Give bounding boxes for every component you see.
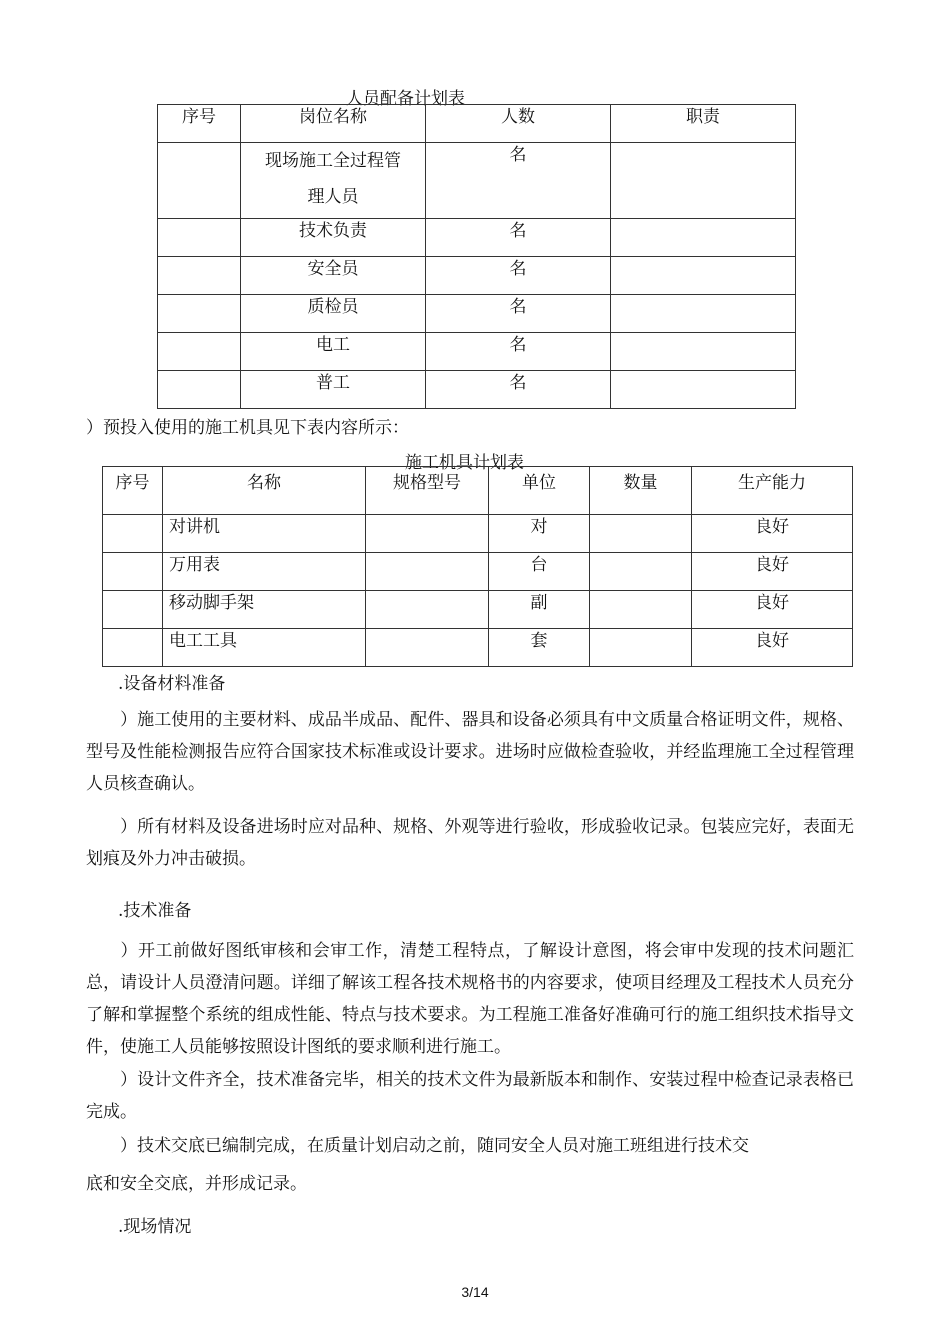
header-cell: 序号 [103,467,163,515]
table-cell: 台 [489,553,590,591]
table-cell [158,219,241,257]
header-cell: 单位 [489,467,590,515]
table-row [158,257,796,295]
table-header-row [103,467,853,515]
table-cell: 名 [426,143,611,219]
table-cell [366,553,489,591]
table-cell: 良好 [692,629,853,667]
table-header-row [158,105,796,143]
paragraph: ）开工前做好图纸审核和会审工作，清楚工程特点，了解设计意图，将会审中发现的技术问题汇总，请设计人员澄清问题。详细了解该工程各技术规格书的内容要求，使项目经理及工程技术人员充分了解和掌握整个系统的组成性能、特点与技术要求。为工程施工准备好准确可行的施工组织技术指导文件，使施工人员能够按照设计图纸的要求顺利进行施工。 [86,941,854,1057]
table-cell [611,143,796,219]
paragraph: ）施工使用的主要材料、成品半成品、配件、器具和设备必须具有中文质量合格证明文件，规格、型号及性能检测报告应符合国家技术标准或设计要求。进场时应做检查验收，并经监理施工全过程管理人员核查确认。 [86,710,854,794]
table-cell [611,219,796,257]
table-row [103,591,853,629]
page-number: 3/14 [461,1284,489,1300]
table-cell [158,333,241,371]
table-cell [611,371,796,409]
header-cell: 规格型号 [366,467,489,515]
table-cell [103,629,163,667]
table-cell [103,515,163,553]
header-cell: 名称 [163,467,366,515]
table-cell [611,257,796,295]
table-row [158,143,796,219]
table-cell [611,333,796,371]
table-row [158,295,796,333]
header-cell: 人数 [426,105,611,143]
table-cell: 良好 [692,515,853,553]
section-heading-tech: .技术准备 [118,901,192,921]
table-cell: 移动脚手架 [163,591,366,629]
table-cell: 质检员 [241,295,426,333]
table-row [158,333,796,371]
table-row [103,515,853,553]
table-row [103,553,853,591]
table-cell: 名 [426,257,611,295]
table-cell [103,591,163,629]
table-row [103,629,853,667]
header-cell: 职责 [611,105,796,143]
section-heading-equipment: .设备材料准备 [118,674,226,694]
paragraph-line: 底和安全交底，并形成记录。 [86,1174,307,1194]
table-cell: 良好 [692,591,853,629]
table-cell: 名 [426,371,611,409]
tools-table-caption: 施工机具计划表 [405,453,524,473]
staff-table [157,104,796,409]
cell-line: 现场施工全过程管 [265,151,401,171]
table-cell: 对 [489,515,590,553]
paragraph: ）设计文件齐全，技术准备完毕，相关的技术文件为最新版本和制作、安装过程中检查记录表格已完成。 [86,1070,854,1122]
table-cell: 名 [426,295,611,333]
table-cell: 套 [489,629,590,667]
table-cell [366,591,489,629]
table-cell: 技术负责 [241,219,426,257]
tools-intro: ）预投入使用的施工机具见下表内容所示： [86,418,409,438]
table-cell: 电工工具 [163,629,366,667]
table-cell [611,295,796,333]
table-cell [366,629,489,667]
table-cell: 万用表 [163,553,366,591]
table-cell [590,629,692,667]
table-cell [590,553,692,591]
paragraph: ）所有材料及设备进场时应对品种、规格、外观等进行验收，形成验收记录。包装应完好，表面无划痕及外力冲击破损。 [86,817,854,869]
table-row [158,371,796,409]
table-cell: 良好 [692,553,853,591]
table-cell [158,143,241,219]
table-cell [241,143,426,219]
table-cell [103,553,163,591]
table-cell [158,257,241,295]
table-cell [366,515,489,553]
table-cell [158,371,241,409]
table-row [158,219,796,257]
header-cell: 生产能力 [692,467,853,515]
cell-line: 理人员 [307,187,359,207]
header-cell: 岗位名称 [241,105,426,143]
table-cell [158,295,241,333]
header-cell: 序号 [158,105,241,143]
header-cell: 数量 [590,467,692,515]
table-cell: 名 [426,219,611,257]
tools-table [102,466,853,667]
table-cell: 普工 [241,371,426,409]
table-cell [590,515,692,553]
table-cell: 电工 [241,333,426,371]
table-cell: 安全员 [241,257,426,295]
table-cell: 对讲机 [163,515,366,553]
paragraph-line: ）技术交底已编制完成，在质量计划启动之前，随同安全人员对施工班组进行技术交 [120,1136,749,1156]
table-cell: 名 [426,333,611,371]
section-heading-site: .现场情况 [118,1217,192,1237]
table-cell [590,591,692,629]
table-cell: 副 [489,591,590,629]
staff-table-caption: 人员配备计划表 [346,89,465,109]
